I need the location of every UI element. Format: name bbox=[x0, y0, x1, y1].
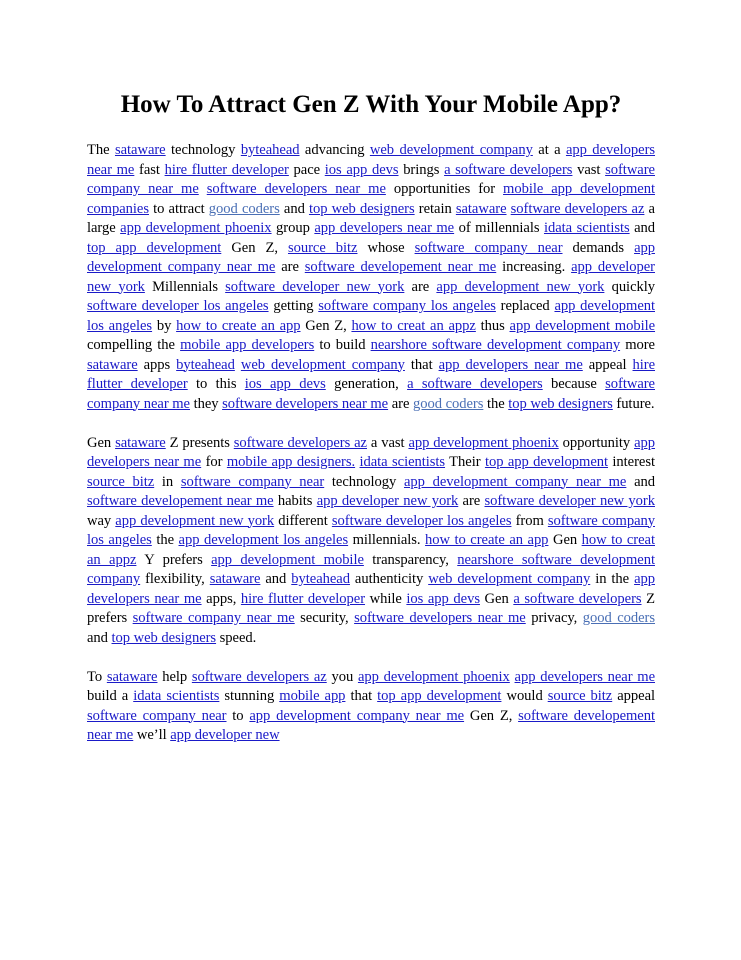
hyperlink[interactable]: mobile app bbox=[279, 688, 346, 704]
hyperlink[interactable]: good coders bbox=[412, 395, 484, 412]
hyperlink[interactable]: a software developers bbox=[407, 376, 543, 392]
hyperlink[interactable]: software developer los angeles bbox=[87, 298, 269, 314]
body-text: generation, bbox=[325, 376, 408, 392]
hyperlink[interactable]: software developers az bbox=[510, 200, 645, 217]
hyperlink[interactable]: nearshore software development company bbox=[87, 551, 655, 587]
body-text: they bbox=[189, 395, 223, 412]
body-text: group bbox=[271, 220, 315, 236]
hyperlink[interactable]: software developement near me bbox=[87, 707, 655, 743]
body-text: advancing bbox=[299, 142, 370, 158]
body-text: Gen bbox=[87, 434, 116, 451]
body-text: from bbox=[511, 512, 548, 529]
body-text: Gen Z, bbox=[221, 239, 288, 256]
body-text: transparency, bbox=[363, 551, 458, 568]
hyperlink[interactable]: app developers near me bbox=[87, 571, 655, 607]
body-text: quickly bbox=[604, 278, 655, 295]
hyperlink[interactable]: sataware bbox=[114, 142, 166, 158]
body-text: to bbox=[226, 707, 250, 724]
body-text: Their bbox=[445, 454, 485, 470]
body-text: apps bbox=[137, 356, 177, 373]
hyperlink[interactable]: app development phoenix bbox=[357, 668, 510, 685]
hyperlink[interactable]: software company near bbox=[414, 239, 563, 256]
hyperlink[interactable]: software company near me bbox=[87, 161, 655, 197]
body-text: and bbox=[260, 571, 292, 587]
hyperlink[interactable]: software developers near me bbox=[222, 395, 389, 412]
body-text: replaced bbox=[495, 298, 555, 314]
hyperlink[interactable]: good coders bbox=[582, 610, 655, 626]
hyperlink[interactable]: how to creat an appz bbox=[87, 532, 655, 568]
body-text: to attract bbox=[148, 200, 209, 217]
body-text: different bbox=[274, 512, 332, 529]
hyperlink[interactable]: top app development bbox=[484, 454, 608, 470]
hyperlink[interactable]: hire flutter developer bbox=[87, 356, 656, 392]
body-text: increasing. bbox=[496, 259, 572, 275]
body-text: build a bbox=[87, 688, 134, 704]
document-title: How To Attract Gen Z With Your Mobile App? bbox=[120, 91, 622, 118]
hyperlink[interactable]: software developers az bbox=[233, 434, 367, 451]
hyperlink[interactable]: app development company near me bbox=[249, 707, 465, 724]
hyperlink[interactable]: hire flutter developer bbox=[240, 590, 366, 607]
hyperlink[interactable]: app development phoenix bbox=[408, 434, 559, 451]
body-text: millennials. bbox=[348, 532, 426, 548]
hyperlink[interactable]: app development mobile bbox=[509, 317, 656, 334]
paragraph-2 bbox=[87, 434, 655, 649]
paragraph-3 bbox=[87, 668, 655, 746]
body-text: appeal bbox=[582, 356, 633, 373]
body-text: authenticity bbox=[349, 571, 429, 587]
body-text: and bbox=[87, 629, 112, 646]
hyperlink[interactable]: software developer los angeles bbox=[331, 512, 512, 529]
hyperlink[interactable]: app development new york bbox=[115, 512, 275, 529]
hyperlink[interactable]: software developer new york bbox=[225, 278, 405, 295]
hyperlink[interactable]: software developer new york bbox=[484, 493, 655, 509]
hyperlink[interactable]: sataware bbox=[455, 200, 507, 217]
hyperlink[interactable]: software company los angeles bbox=[318, 298, 496, 314]
body-text: interest bbox=[608, 454, 655, 470]
hyperlink[interactable]: app developer new york bbox=[87, 259, 655, 295]
body-text: Y prefers bbox=[136, 551, 212, 568]
hyperlink[interactable]: how to create an app bbox=[425, 532, 549, 548]
body-text: to this bbox=[187, 376, 245, 392]
body-text: for bbox=[201, 454, 227, 470]
body-text: to build bbox=[314, 337, 371, 353]
hyperlink[interactable]: ios app devs bbox=[406, 590, 480, 607]
paragraph-1 bbox=[87, 141, 655, 414]
body-text: apps, bbox=[201, 590, 241, 607]
body-text: habits bbox=[273, 493, 317, 509]
hyperlink[interactable]: byteahead bbox=[240, 142, 300, 158]
hyperlink[interactable]: web development company bbox=[240, 356, 405, 373]
hyperlink[interactable]: a software developers bbox=[513, 590, 642, 607]
hyperlink[interactable]: app development company near me bbox=[87, 239, 655, 275]
hyperlink[interactable]: a software developers bbox=[444, 161, 573, 178]
hyperlink[interactable]: app development phoenix bbox=[120, 220, 272, 236]
body-text: more bbox=[620, 337, 655, 353]
body-text: help bbox=[157, 668, 192, 685]
hyperlink[interactable]: good coders bbox=[208, 200, 280, 217]
hyperlink[interactable]: app development mobile bbox=[211, 551, 364, 568]
body-text: that bbox=[345, 688, 378, 704]
body-text: and bbox=[626, 473, 655, 490]
body-text: opportunity bbox=[558, 434, 635, 451]
hyperlink[interactable]: app development los angeles bbox=[178, 532, 349, 548]
hyperlink[interactable]: sataware bbox=[115, 434, 166, 451]
hyperlink[interactable]: app developer new york bbox=[316, 493, 459, 509]
body-text: vast bbox=[572, 161, 606, 178]
body-text: pace bbox=[288, 161, 325, 178]
body-text: a vast bbox=[366, 434, 409, 451]
hyperlink[interactable]: idata scientists bbox=[359, 454, 446, 470]
hyperlink[interactable]: software developement near me bbox=[87, 493, 274, 509]
hyperlink[interactable]: how to create an app bbox=[176, 317, 301, 334]
hyperlink[interactable]: web development company bbox=[428, 571, 591, 587]
hyperlink[interactable]: source bitz bbox=[547, 688, 613, 704]
hyperlink[interactable]: web development company bbox=[369, 142, 533, 158]
body-text: would bbox=[501, 688, 548, 704]
hyperlink[interactable]: software company los angeles bbox=[87, 512, 655, 548]
hyperlink[interactable]: software company near bbox=[180, 473, 325, 490]
hyperlink[interactable]: sataware bbox=[87, 356, 138, 373]
hyperlink[interactable]: top web designers bbox=[508, 395, 613, 412]
body-text: that bbox=[404, 356, 439, 373]
hyperlink[interactable]: software developers near me bbox=[206, 181, 386, 197]
hyperlink[interactable]: software company near me bbox=[132, 610, 295, 626]
body-text: are bbox=[275, 259, 305, 275]
hyperlink[interactable]: app development new york bbox=[436, 278, 605, 295]
hyperlink[interactable]: mobile app development companies bbox=[87, 181, 655, 217]
body-text: the bbox=[483, 395, 509, 412]
body-text: Z prefers bbox=[87, 590, 655, 626]
body-text: technology bbox=[165, 142, 241, 158]
hyperlink[interactable]: app developer new bbox=[170, 727, 280, 743]
hyperlink[interactable]: software developers az bbox=[191, 668, 327, 685]
body-text: Gen bbox=[479, 590, 514, 607]
body-text: of millennials bbox=[454, 220, 544, 236]
hyperlink[interactable]: source bitz bbox=[287, 239, 358, 256]
body-text: we’ll bbox=[133, 727, 171, 743]
body-text: are bbox=[404, 278, 437, 295]
hyperlink[interactable]: source bitz bbox=[87, 473, 155, 490]
hyperlink[interactable]: software company near me bbox=[87, 376, 655, 412]
hyperlink[interactable]: nearshore software development company bbox=[370, 337, 621, 353]
body-text: fast bbox=[134, 161, 165, 178]
body-text: brings bbox=[398, 161, 445, 178]
body-text: are bbox=[458, 493, 485, 509]
body-text: and bbox=[279, 200, 309, 217]
body-text: in bbox=[154, 473, 181, 490]
body-text: To bbox=[87, 668, 107, 685]
body-text: and bbox=[629, 220, 656, 236]
body-text: appeal bbox=[612, 688, 655, 704]
body-text: you bbox=[326, 668, 358, 685]
hyperlink[interactable]: top app development bbox=[87, 239, 222, 256]
hyperlink[interactable]: app developers near me bbox=[87, 434, 655, 470]
body-text: security, bbox=[294, 610, 355, 626]
body-text: Gen bbox=[548, 532, 582, 548]
hyperlink[interactable]: sataware bbox=[106, 668, 158, 685]
hyperlink[interactable]: ios app devs bbox=[324, 161, 399, 178]
hyperlink[interactable]: byteahead bbox=[176, 356, 235, 373]
hyperlink[interactable]: top web designers bbox=[111, 629, 217, 646]
body-text: by bbox=[152, 317, 177, 334]
hyperlink[interactable]: software developement near me bbox=[304, 259, 497, 275]
hyperlink[interactable]: sataware bbox=[209, 571, 261, 587]
body-text: thus bbox=[475, 317, 510, 334]
document-page bbox=[87, 88, 655, 765]
body-text: the bbox=[151, 532, 179, 548]
hyperlink[interactable]: ios app devs bbox=[244, 376, 326, 392]
hyperlink[interactable]: app development company near me bbox=[403, 473, 627, 490]
hyperlink[interactable]: app developers near me bbox=[314, 220, 455, 236]
body-text: in the bbox=[590, 571, 635, 587]
body-text: whose bbox=[357, 239, 415, 256]
hyperlink[interactable]: app developers near me bbox=[87, 142, 656, 178]
body-text: getting bbox=[268, 298, 319, 314]
body-text: while bbox=[365, 590, 407, 607]
body-text: because bbox=[542, 376, 606, 392]
body-text: Z presents bbox=[165, 434, 234, 451]
body-text: a large bbox=[87, 200, 655, 236]
hyperlink[interactable]: idata scientists bbox=[133, 688, 220, 704]
hyperlink[interactable]: top app development bbox=[377, 688, 502, 704]
body-text: are bbox=[388, 395, 413, 412]
body-text: Millennials bbox=[144, 278, 226, 295]
body-text: compelling the bbox=[87, 337, 181, 353]
body-text: flexibility, bbox=[140, 571, 210, 587]
hyperlink[interactable]: idata scientists bbox=[543, 220, 630, 236]
hyperlink[interactable]: app development los angeles bbox=[87, 298, 655, 334]
body-text: demands bbox=[562, 239, 635, 256]
body-text: privacy, bbox=[525, 610, 583, 626]
body-text: future. bbox=[612, 395, 655, 412]
body-text: The bbox=[87, 142, 115, 158]
body-text: way bbox=[87, 512, 116, 529]
body-text: at a bbox=[532, 142, 566, 158]
body-text: retain bbox=[414, 200, 456, 217]
hyperlink[interactable]: app developers near me bbox=[438, 356, 583, 373]
body-text: technology bbox=[324, 473, 404, 490]
body-text: stunning bbox=[219, 688, 280, 704]
hyperlink[interactable]: software developers near me bbox=[354, 610, 526, 626]
body-text bbox=[199, 181, 207, 197]
body-text: speed. bbox=[216, 629, 257, 646]
body-text: Gen Z, bbox=[300, 317, 352, 334]
body-text: Gen Z, bbox=[464, 707, 519, 724]
hyperlink[interactable]: top web designers bbox=[308, 200, 415, 217]
hyperlink[interactable]: how to creat an appz bbox=[351, 317, 476, 334]
hyperlink[interactable]: byteahead bbox=[291, 571, 350, 587]
body-text: opportunities for bbox=[385, 181, 504, 197]
hyperlink[interactable]: mobile app designers. bbox=[226, 454, 356, 470]
hyperlink[interactable]: hire flutter developer bbox=[164, 161, 289, 178]
hyperlink[interactable]: mobile app developers bbox=[180, 337, 315, 353]
hyperlink[interactable]: software company near bbox=[87, 707, 227, 724]
hyperlink[interactable]: app developers near me bbox=[514, 668, 655, 685]
